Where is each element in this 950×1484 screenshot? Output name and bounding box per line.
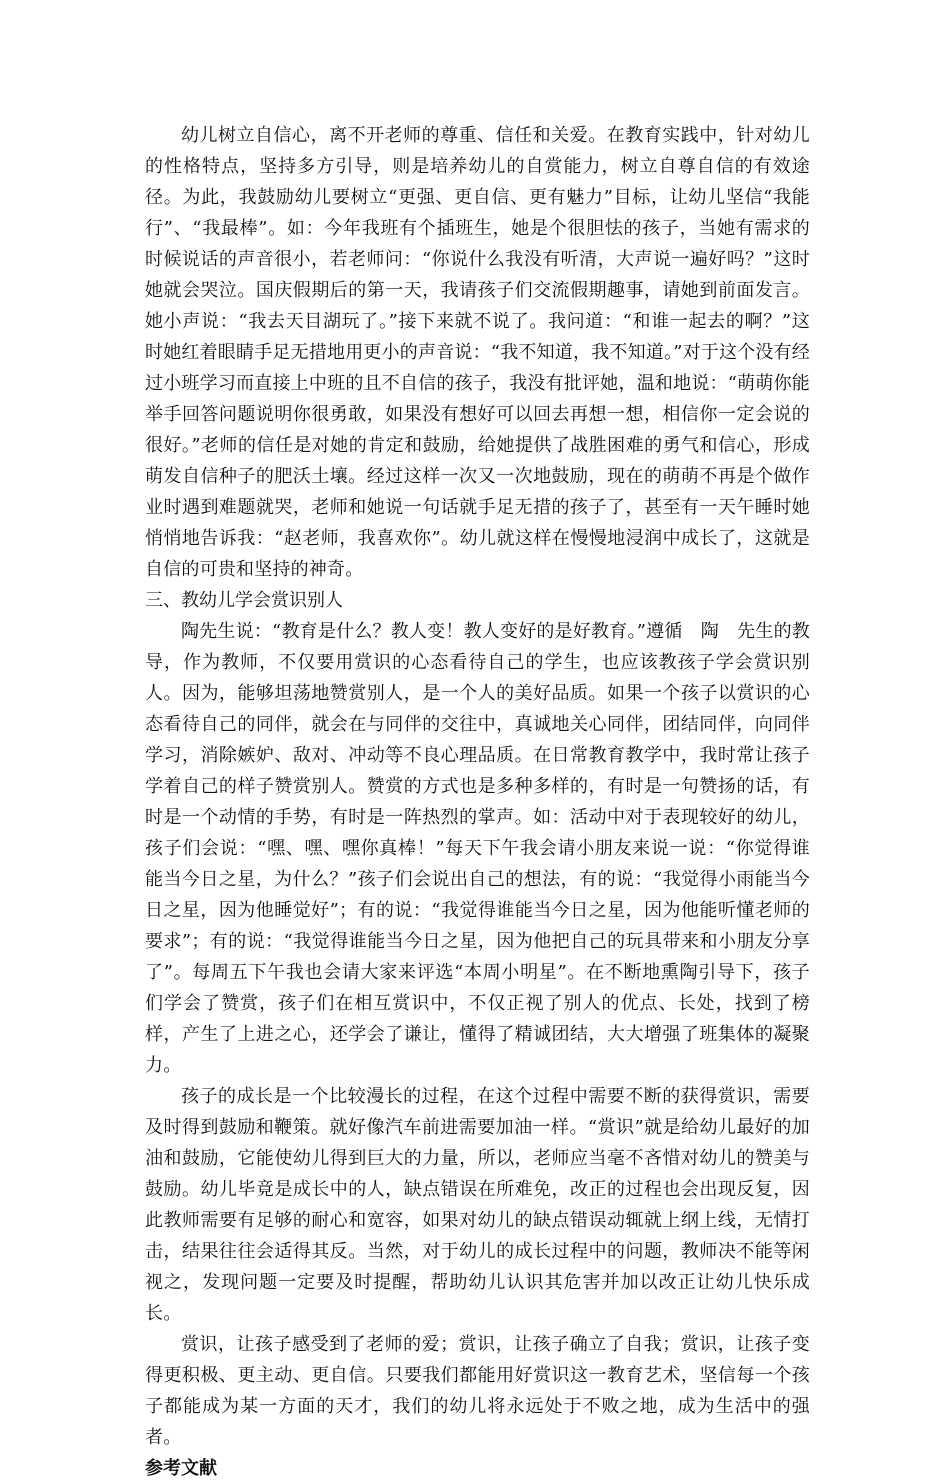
references-heading: 参考文献 [145, 1458, 217, 1479]
section-heading-3: 三、教幼儿学会赏识别人 [145, 590, 343, 611]
paragraph-appreciate-others: 陶先生说：“教育是什么？教人变！教人变好的是好教育。”遵循 陶 先生的教导，作为教师，不仅要用赏识的心态看待自己的学生，也应该教孩子学会赏识别人。因为，能够坦荡地赞赏别人，是一个人的美好品质。如果一个孩子以赏识的心态看待自己的同伴，就会在与同伴的交往中，真诚地关心同伴，团结同伴，向同伴学习，消除嫉妒、敌对、冲动等不良心理品质。在日常教育教学中，我时常让孩子学着自己的样子赞赏别人。赞赏的方式也是多种多样的，有时是一句赞扬的话，有时是一个动情的手势，有时是一阵热烈的掌声。如：活动中对于表现较好的幼儿，孩子们会说：“嘿、嘿、嘿你真棒！”每天下午我会请小朋友来说一说：“你觉得谁能当今日之星，为什么？”孩子们会说出自己的想法，有的说：“我觉得小雨能当今日之星，因为他睡觉好”；有的说：“我觉得谁能当今日之星，因为他能听懂老师的要求”；有的说：“我觉得谁能当今日之星，因为他把自己的玩具带来和小朋友分享了”。每周五下午我也会请大家来评选“本周小明星”。在不断地熏陶引导下，孩子们学会了赞赏，孩子们在相互赏识中，不仅正视了别人的优点、长处，找到了榜样，产生了上进之心，还学会了谦让，懂得了精诚团结，大大增强了班集体的凝聚力。 [145, 621, 810, 1076]
paragraph-growth-process: 孩子的成长是一个比较漫长的过程，在这个过程中需要不断的获得赏识，需要及时得到鼓励和鞭策。就好像汽车前进需要加油一样。“赏识”就是给幼儿最好的加油和鼓励，它能使幼儿得到巨大的力量，所以，老师应当毫不吝惜对幼儿的赞美与鼓励。幼儿毕竟是成长中的人，缺点错误在所难免，改正的过程也会出现反复，因此教师需要有足够的耐心和宽容，如果对幼儿的缺点错误动辄就上纲上线，无情打击，结果往往会适得其反。当然，对于幼儿的成长过程中的问题，教师决不能等闲视之，发现问题一定要及时提醒，帮助幼儿认识其危害并加以改正让幼儿快乐成长。 [145, 1086, 810, 1324]
paragraph-self-confidence: 幼儿树立自信心，离不开老师的尊重、信任和关爱。在教育实践中，针对幼儿的性格特点，坚持多方引导，则是培养幼儿的自赏能力，树立自尊自信的有效途径。为此，我鼓励幼儿要树立“更强、更自信、更有魅力”目标，让幼儿坚信“我能行”、“我最棒”。如：今年我班有个插班生，她是个很胆怯的孩子，当她有需求的时候说话的声音很小，若老师问：“你说什么我没有听清，大声说一遍好吗？”这时她就会哭泣。国庆假期后的第一天，我请孩子们交流假期趣事，请她到前面发言。她小声说：“我去天目湖玩了。”接下来就不说了。我问道：“和谁一起去的啊？”这时她红着眼睛手足无措地用更小的声音说：“我不知道，我不知道。”对于这个没有经过小班学习而直接上中班的且不自信的孩子，我没有批评她，温和地说：“萌萌你能举手回答问题说明你很勇敢，如果没有想好可以回去再想一想，相信你一定会说的很好。”老师的信任是对她的肯定和鼓励，给她提供了战胜困难的勇气和信心，形成萌发自信种子的肥沃土壤。经过这样一次又一次地鼓励，现在的萌萌不再是个做作业时遇到难题就哭，老师和她说一句话就手足无措的孩子了，甚至有一天午睡时她悄悄地告诉我：“赵老师，我喜欢你”。幼儿就这样在慢慢地浸润中成长了，这就是自信的可贵和坚持的神奇。 [145, 125, 811, 580]
paragraph-conclusion: 赏识，让孩子感受到了老师的爱；赏识，让孩子确立了自我；赏识，让孩子变得更积极、更主动、更自信。只要我们都能用好赏识这一教育艺术，坚信每一个孩子都能成为某一方面的天才，我们的幼儿将永远处于不败之地，成为生活中的强者。 [145, 1334, 810, 1448]
document-page [145, 120, 810, 1484]
